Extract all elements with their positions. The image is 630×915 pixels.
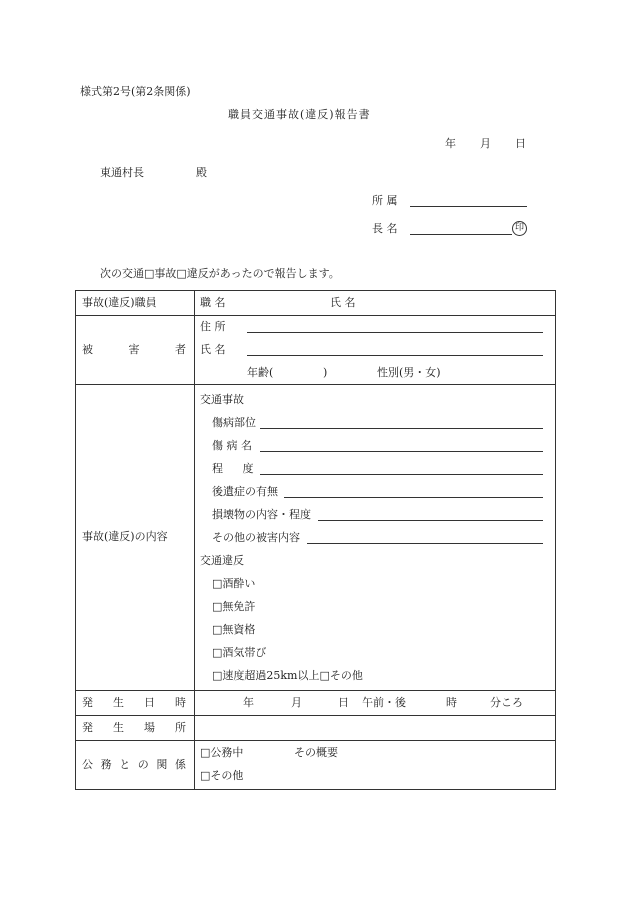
seal-mark: 印: [512, 221, 527, 236]
form-number: 様式第2号(第2条関係): [80, 85, 191, 98]
property-damage-label: 損壊物の内容・程度: [212, 508, 311, 521]
table-column-divider: [194, 290, 195, 789]
severity-field[interactable]: [260, 474, 543, 475]
occurrence-day-label: 日: [338, 696, 349, 709]
victim-gender-label: 性別(男・女): [377, 366, 441, 379]
accident-header: 交通事故: [200, 393, 244, 406]
row-label-duty-char: の: [137, 758, 149, 771]
row-label-victim: [82, 343, 186, 357]
injury-site-field[interactable]: [260, 428, 543, 429]
head-name-label: 長 名: [372, 222, 398, 235]
violation-header: 交通違反: [200, 554, 244, 567]
row-label-employee: [82, 296, 186, 310]
summary-label: その概要: [294, 746, 338, 759]
row-label-location-char: 場: [144, 721, 155, 734]
violation-unlicensed-checkbox[interactable]: □無免許: [212, 600, 256, 613]
table-divider: [75, 690, 556, 691]
injury-name-label: 傷 病 名: [212, 439, 252, 452]
row-label-duty-char: 公: [82, 758, 93, 771]
row-label-duty-char: 務: [100, 758, 112, 771]
victim-name-label: 氏 名: [200, 343, 226, 356]
aftereffects-label: 後遺症の有無: [212, 485, 278, 498]
department-label: 所 属: [372, 194, 398, 207]
department-field[interactable]: [410, 206, 527, 207]
row-label-datetime: [82, 696, 186, 710]
employee-name-label: 氏 名: [330, 296, 356, 309]
document-title: 職員交通事故(違反)報告書: [228, 108, 371, 121]
injury-site-label: 傷病部位: [212, 416, 256, 429]
victim-age-label: 年齢(: [247, 366, 274, 379]
row-label-datetime-char: 日: [144, 696, 155, 709]
head-name-field[interactable]: [410, 234, 512, 235]
row-label-location-char: 生: [113, 721, 124, 734]
occurrence-month-label: 月: [291, 696, 302, 709]
date-year-label: 年: [445, 137, 456, 150]
victim-age-close: ): [323, 366, 328, 379]
row-label-victim-char: 者: [175, 343, 186, 356]
table-divider: [75, 715, 556, 716]
addressee-name: 東通村長: [100, 166, 144, 179]
row-label-details: 事故(違反)の内容: [82, 530, 168, 543]
other-damage-label: その他の被害内容: [212, 531, 300, 544]
injury-name-field[interactable]: [260, 451, 543, 452]
violation-drunk-checkbox[interactable]: □酒酔い: [212, 577, 256, 590]
violation-speeding-other-checkbox[interactable]: □速度超過25km以上□その他: [212, 669, 363, 682]
date-month-label: 月: [480, 137, 491, 150]
table-border-right: [555, 290, 556, 789]
row-label-victim-char: 害: [128, 343, 140, 356]
row-label-duty-char: 係: [174, 758, 186, 771]
row-label-duty-char: 関: [156, 758, 168, 771]
violation-unqualified-checkbox[interactable]: □無資格: [212, 623, 256, 636]
victim-address-label: 住 所: [200, 320, 226, 333]
table-divider: [75, 740, 556, 741]
row-label-employee-text: 事故(違反)職員: [82, 296, 157, 309]
violation-alcohol-checkbox[interactable]: □酒気帯び: [212, 646, 267, 659]
aftereffects-field[interactable]: [284, 497, 543, 498]
row-label-victim-char: 被: [82, 343, 93, 356]
other-duty-checkbox[interactable]: □その他: [200, 769, 244, 782]
table-border-left: [75, 290, 76, 789]
date-day-label: 日: [515, 137, 526, 150]
row-label-duty-relation: [82, 758, 186, 772]
table-divider: [75, 384, 556, 385]
table-border-top: [75, 290, 556, 291]
occurrence-hour-label: 時: [446, 696, 457, 709]
row-label-datetime-char: 時: [175, 696, 186, 709]
table-divider: [75, 315, 556, 316]
occurrence-ampm-label: 午前・後: [362, 696, 406, 709]
property-damage-field[interactable]: [318, 520, 543, 521]
other-damage-field[interactable]: [307, 543, 543, 544]
table-border-bottom: [75, 789, 556, 790]
row-label-location-char: 所: [175, 721, 186, 734]
victim-address-field[interactable]: [247, 332, 543, 333]
row-label-datetime-char: 発: [82, 696, 93, 709]
severity-label: 程 度: [212, 462, 262, 475]
victim-name-field[interactable]: [247, 355, 543, 356]
intro-sentence: 次の交通□事故□違反があったので報告します。: [100, 267, 340, 280]
addressee-honorific: 殿: [196, 166, 207, 179]
row-label-duty-char: と: [119, 758, 131, 771]
row-label-location-char: 発: [82, 721, 93, 734]
occurrence-location-field[interactable]: [196, 717, 554, 739]
on-duty-checkbox[interactable]: □公務中: [200, 746, 244, 759]
row-label-location: [82, 721, 186, 735]
occurrence-year-label: 年: [243, 696, 254, 709]
occurrence-minute-label: 分ころ: [490, 696, 523, 709]
job-title-label: 職 名: [200, 296, 226, 309]
row-label-datetime-char: 生: [113, 696, 124, 709]
